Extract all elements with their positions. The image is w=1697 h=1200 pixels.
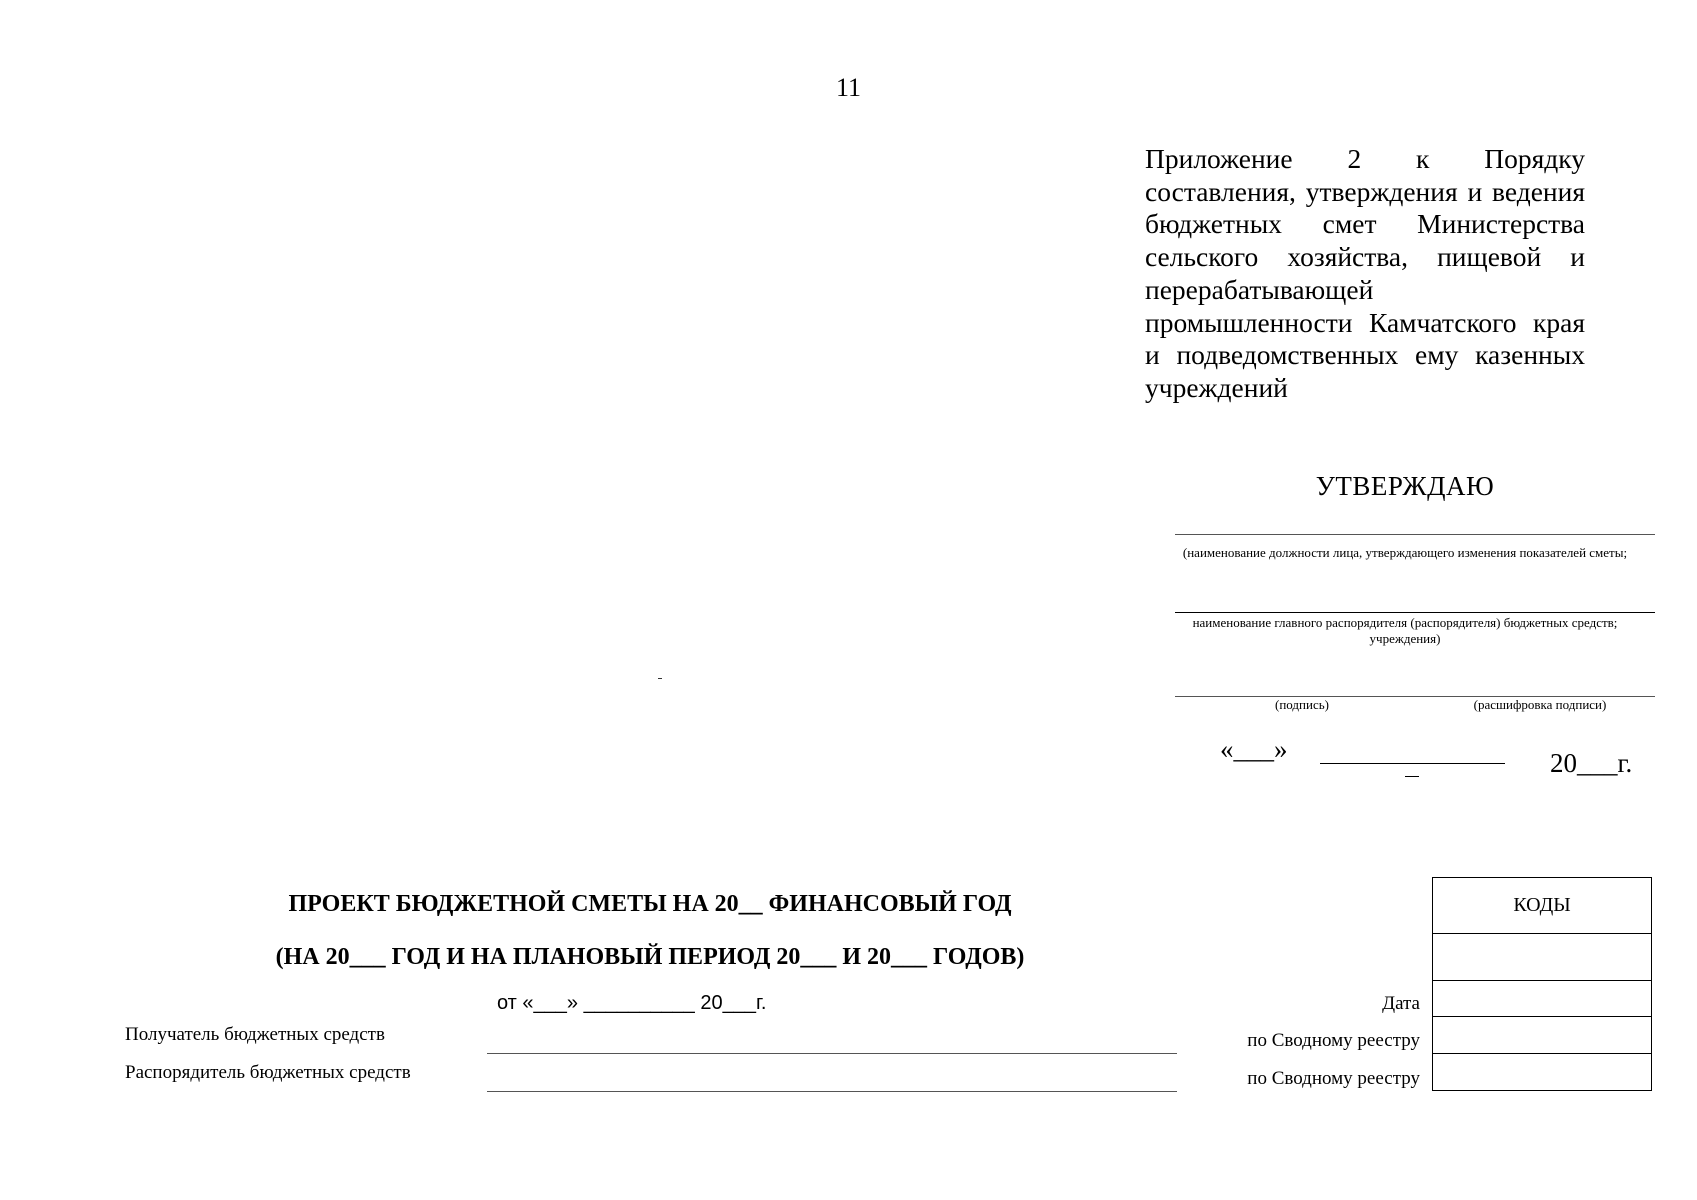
appendix-heading bbox=[1145, 143, 1585, 405]
manager-signature-line bbox=[1175, 612, 1655, 613]
codes-header: КОДЫ bbox=[1433, 878, 1652, 934]
codes-cell-date bbox=[1433, 981, 1652, 1017]
codes-cell-registry-2 bbox=[1433, 1054, 1652, 1091]
recipient-line bbox=[487, 1053, 1177, 1054]
appendix-line: Приложение 2 к Порядку bbox=[1145, 143, 1585, 174]
document-title: ПРОЕКТ БЮДЖЕТНОЙ СМЕТЫ НА 20__ ФИНАНСОВЫЙ ГОД bbox=[288, 891, 1012, 917]
position-caption: (наименование должности лица, утверждающего изменения показателей сметы; bbox=[1182, 545, 1628, 560]
appendix-line: и подведомственных ему казенных bbox=[1145, 339, 1585, 371]
appendix-line: перерабатывающей bbox=[1145, 273, 1374, 305]
signature-caption: (подпись) bbox=[1275, 697, 1329, 712]
codes-table bbox=[1432, 877, 1652, 1091]
recipient-label: Получатель бюджетных средств bbox=[125, 1024, 385, 1045]
approval-month-line bbox=[1320, 763, 1505, 764]
appendix-line: учреждений bbox=[1145, 371, 1288, 403]
approval-day-field: «___» bbox=[1220, 734, 1288, 764]
appendix-line: составления, утверждения и ведения bbox=[1145, 175, 1585, 207]
codes-cell-form bbox=[1433, 934, 1652, 981]
document-date: от «___» __________ 20___г. bbox=[497, 992, 767, 1014]
position-signature-line bbox=[1175, 534, 1655, 535]
stray-mark bbox=[658, 678, 662, 679]
signature-decoding-caption: (расшифровка подписи) bbox=[1473, 697, 1607, 712]
codes-cell-registry-1 bbox=[1433, 1017, 1652, 1054]
date-label: Дата bbox=[1382, 993, 1420, 1014]
registry-label: по Сводному реестру bbox=[1247, 1068, 1420, 1089]
manager-caption: наименование главного распорядителя (распорядителя) бюджетных средств; учреждения) bbox=[1192, 615, 1618, 646]
dash-mark bbox=[1405, 776, 1419, 777]
appendix-line: сельского хозяйства, пищевой и bbox=[1145, 241, 1585, 273]
approval-year-field: 20___г. bbox=[1550, 748, 1633, 778]
approve-title: УТВЕРЖДАЮ bbox=[1315, 471, 1495, 501]
document-subtitle: (НА 20___ ГОД И НА ПЛАНОВЫЙ ПЕРИОД 20___ И 20___ ГОДОВ) bbox=[275, 944, 1025, 970]
manager-line bbox=[487, 1091, 1177, 1092]
registry-label: по Сводному реестру bbox=[1247, 1030, 1420, 1051]
manager-label: Распорядитель бюджетных средств bbox=[125, 1062, 411, 1083]
page-number: 11 bbox=[836, 73, 862, 102]
appendix-line: бюджетных смет Министерства bbox=[1145, 208, 1585, 240]
appendix-line: промышленности Камчатского края bbox=[1145, 306, 1585, 338]
